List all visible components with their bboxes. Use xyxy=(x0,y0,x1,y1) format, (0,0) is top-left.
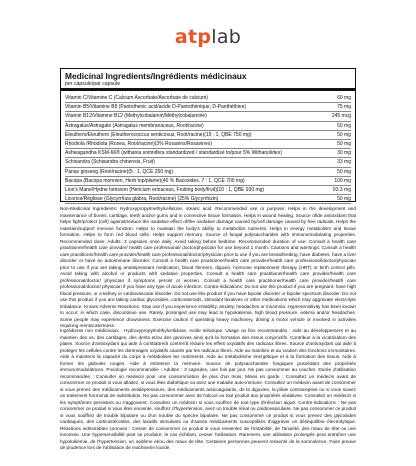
ingredient-row xyxy=(65,112,351,121)
ingredient-row xyxy=(65,177,351,186)
brand-logo-part1: atp xyxy=(174,26,212,48)
ingredient-row xyxy=(65,158,351,167)
ingredient-row xyxy=(65,195,351,204)
ingredient-amount: 30 mg xyxy=(337,150,351,157)
ingredient-row xyxy=(65,94,351,103)
ingredient-name: Rhodiola /Rhodiola (Rosea, Root/racine)(3% Rosavins/Rosavines) xyxy=(65,141,213,148)
ingredient-name: Bacopa (Bacopa monnieri, Herb top/plante)(40 % Bacosides, 7 : 1, QCE 700 mg) xyxy=(65,177,245,184)
ingredient-name: Astragalus/Astragale (Astragalus membranaceus, Root/racine) xyxy=(65,122,204,129)
ingredient-row xyxy=(65,168,351,177)
ingredient-row xyxy=(65,122,351,131)
ingredient-amount: 50 mg xyxy=(337,141,351,148)
ingredient-amount: 50 mg xyxy=(337,168,351,175)
ingredient-amount: 50 mg xyxy=(337,196,351,203)
ingredient-name: Vitamin B12/Vitamine B12 (Methylcobalamin/Méthylcobalamine) xyxy=(65,113,207,120)
french-label-text: Ingrédients non médicinaux : Hydroxypropylméthylcellulose, Acide stéarique. Usage ou fins recommandés : Aide au développement et au maintien des os, des cartilages, des dents et/ou des gencives ainsi qu'à la formation des tissus conjonctifs. Contribue à la cicatrisation des plaies. Source d'antioxydant qui aide à combattre/à contrer/à réduire les effets oxydatifs des radicaux libres. Source d'antioxydant qui aide à protéger les cellules contre les dommages oxydatifs causés par les radicaux libres. Aide au maintien et au soutien des fonctions immunitaires. Aide à maintenir la capacité du corps à métaboliser les nutriments. Aide au métabolisme énergétique et à la formation des tissus. Aide à former les globules rouges. Aide à entretenir la mémoire. Source de polysaccharides fongiques possédant des propriétés immunomodulatrices. Posologie recommandée : Adultes : 3 capsules, une fois par jour. Ne pas consommer au coucher. Durée d'utilisation recommandée : Consulter un médecin pour une consommation de plus d'un mois. Mises en garde : Consultez un médecin avant de consommer ce produit si vous allaitez, si vous êtes diabétique ou avez une maladie auto-immune. Consultez un médecin avant de consommer si vous prenez des médicaments antidépresseurs, des médicaments anticoagulants, de la digoxine, la pilule contraceptive ou si vous suivez un traitement hormonal de substitution. Ne pas consommer avec de l'alcool ou tout produit aux propriétés sédatives. Consultez un médecin si les symptômes persistent ou s'aggravent. Consultez un médecin si vous souffrez de tout type d'infection aiguë. Contre-indications : Ne pas consommer ce produit si vous êtes enceinte, souffrez d'hypertension, avez un trouble rénal ou cardiovasculaire. Ne pas consommer ce produit si vous souffrez de trouble bipolaire ou d'un trouble du spectre bipolaire. Ne pas consommer ce produit si vous prenez des glycosides cardiaques, des corticostéroïdes, des laxatifs stimulants ou d'autres médicaments susceptibles d'aggraver un déséquilibre électrolytique. Réactions indésirables connues : Cesser de consommer ce produit si vous ressentez de l'irritabilité, de l'anxiété, des maux de tête ou une insomnie. Une hypersensibilité peut se produire; le cas échéant, cesser l'utilisation. Rarement, une utilisation prolongée peut entraîner une hypokaliémie, de l'hypertension, un oedème et/ou des maux de tête. Certaines personnes peuvent ressentir de la somnolence. Faire preuve de prudence lors de l'utilisation de machinerie lourde. xyxy=(60,328,356,450)
serving-size: per capsule/par capsule xyxy=(61,81,355,91)
ingredient-list xyxy=(61,91,355,204)
ingredient-name: Vitamin C/Vitamine C (Calcium Ascorbate/Ascorbate de calcium) xyxy=(65,95,208,101)
ingredient-amount: 50 mg xyxy=(337,131,351,138)
ingredient-name: Panax ginseng (Root/racine)(5 : 1, QCE 250 mg) xyxy=(65,168,174,175)
ingredient-name: Vitamin B5/Vitamine B5 (Pantothenic acid/acide D-Pantothénique, D-Panthéthine) xyxy=(65,104,247,111)
brand-logo-part2: lab xyxy=(211,26,242,48)
ingredient-row xyxy=(65,140,351,149)
ingredient-row xyxy=(65,103,351,112)
ingredient-amount: 50 mg xyxy=(337,122,351,129)
ingredient-name: Ashwagandha KSM-66® (withania somnifera standardized / standardisé to/pour 5% Withanolides) xyxy=(65,150,282,157)
brand-logo xyxy=(0,26,416,48)
ingredient-name: Schisandra (Schisandra chinensis, Fruit) xyxy=(65,159,155,166)
ingredient-amount: 93.3 mg xyxy=(332,187,351,194)
ingredient-amount: 75 mg xyxy=(337,104,351,111)
ingredient-amount: 60 mg xyxy=(337,95,351,101)
ingredient-amount: 245 mcg xyxy=(331,113,351,120)
panel-title: Medicinal Ingredients/Ingrédients médicinaux xyxy=(65,71,247,81)
ingredient-name: Eleuthero/Eleuthero (Eleutherococcus senticosus, Root/racine)(15 : 1, QBE 750 mg) xyxy=(65,131,252,138)
ingredient-amount: 33 mg xyxy=(337,159,351,166)
ingredient-name: Licorice/Réglisse (Glycyrrhiza glabra, Root/racine) (25% Glycyrrhizin) xyxy=(65,196,219,203)
english-label-text: Non-Medicinal Ingredients: Hydroxypropylmethylcellulose, stearic acid. Recommended use or purpose: Helps in the development and maintenance of bones, cartilage, teeth and/or gums and in connective tissue formation. Helps in wound healing. Source of/de antioxidant that helps fight/protect (cell) against/reduce the oxidative effect of/the oxidative damage caused by/cell damage caused by free radicals. Helps the maintain/support immune function. Helps to maintain the body's ability to metabolize nutrients. Helps in energy metabolism and tissue formation. Helps to form red blood cells. Helps support memory. Source of fungal polysaccharides with immunomodulating properties. Recommended dose: Adults: 3 capsules once daily. Avoid taking before bedtime. Recommended duration of use: Consult a health care practitioner/health care provider/ health care professional/ doctor/physician for use beyond 1 month. Cautions and warnings: Consult a health care practitioner/health care provider/health care professional/doctor/physician prior to use if you are breastfeeding, have diabetes, have a liver disorder or have an autoimmune disorder. Consult a health care practitioner/health care provider/health care professional/doctor/physician prior to use if you are taking antidepressant medication, blood thinners, digoxin, hormone replacement therapy (HRT) or birth control pills. Avoid taking with alcohol or products with sedative properties. Consult a health care practitioner/health care provider/health care professional/doctor/ physician if symptoms persist or worsen. Consult a health care practitioner/health care provider/health care professional/doctor/ physician if you have any type of acute infection. Contra-indications: Do not use this product if you are pregnant, have high blood pressure, or a kidney or cardiovascular disorder. Do not use this product if you have bipolar disorder or bipolar spectrum disorder. Do not use this product if you are taking cardiac glycosides, corticosteroids, stimulant laxatives or other medications which may aggravate electrolyte imbalance. Known Adverse Reactions: Stop use if you experience irritability, anxiety, headaches or insomnia. Hypersensitivity has been known to occur; in which case, discontinue use. Rarely, prolonged use may lead to hypokalemia, high blood pressure, edema and/or headaches. Some people may experience drowsiness. Exercise caution if operating heavy machinery, driving a motor vehicle or involved in activities requiring mental alertness. xyxy=(60,206,357,328)
ingredient-amount: 100 mg xyxy=(334,177,351,184)
ingredient-row xyxy=(65,131,351,140)
ingredients-panel xyxy=(60,68,356,202)
ingredient-row xyxy=(65,186,351,195)
ingredient-row xyxy=(65,149,351,158)
ingredient-name: Lion's Mane/Hydne hérisson (Hericium erinaceus, Fruiting body/fruit)(10 : 1, QBE 930 mg) xyxy=(65,187,265,194)
